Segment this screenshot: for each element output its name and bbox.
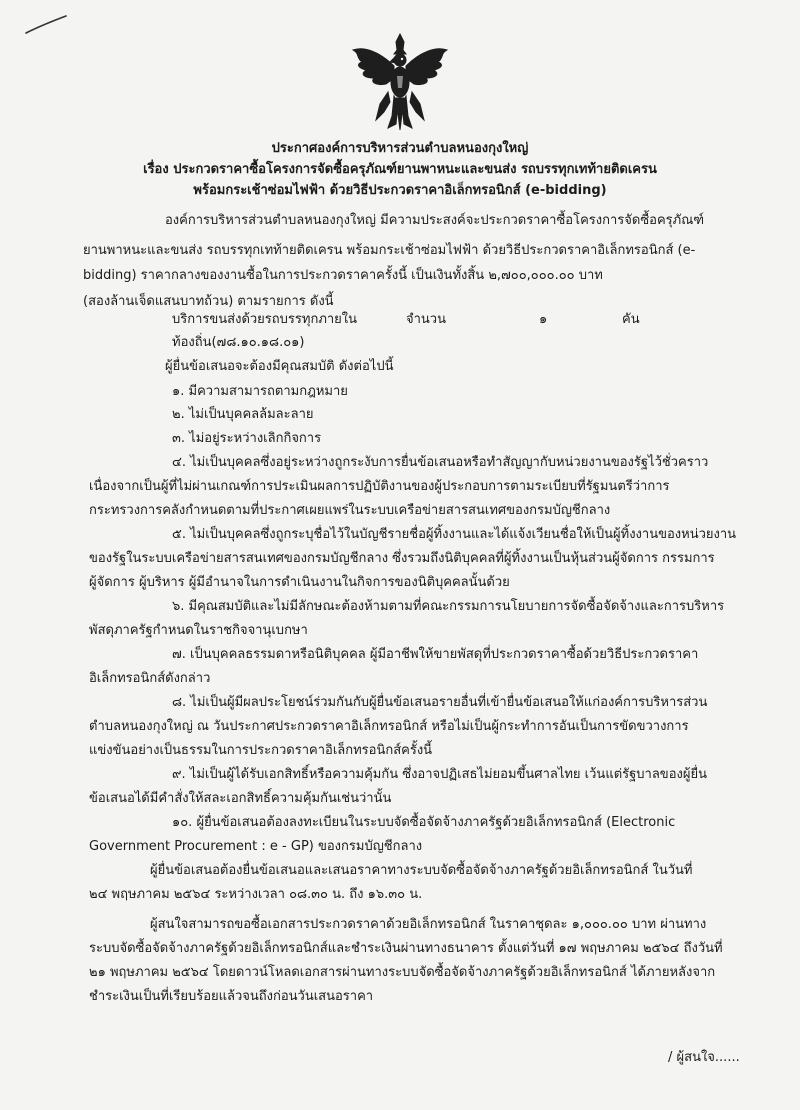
qualification-item: อิเล็กทรอนิกส์ดังกล่าว bbox=[89, 671, 211, 686]
subject-line-2: พร้อมกระเช้าซ่อมไฟฟ้า ด้วยวิธีประกวดราคาอิเล็กทรอนิกส์ (e-bidding) bbox=[193, 183, 607, 198]
qualification-item: ๓. ไม่อยู่ระหว่างเลิกกิจการ bbox=[172, 431, 322, 446]
qualification-item: ๑. มีความสามารถตามกฎหมาย bbox=[172, 384, 348, 399]
documents-line: ชำระเงินเป็นที่เรียบร้อยแล้วจนถึงก่อนวันเสนอราคา bbox=[89, 989, 374, 1004]
qualification-item: ๔. ไม่เป็นบุคคลซึ่งอยู่ระหว่างถูกระงับการยื่นข้อเสนอหรือทำสัญญากับหน่วยงานของรัฐไว้ชั่วคราว bbox=[172, 455, 709, 470]
qualification-item: ผู้จัดการ ผู้บริหาร ผู้มีอำนาจในการดำเนินงานในกิจการของนิติบุคคลนั้นด้วย bbox=[89, 575, 510, 590]
continuation-marker: / ผู้สนใจ...... bbox=[668, 1050, 740, 1065]
org-name: ประกาศองค์การบริหารส่วนตำบลหนองกุงใหญ่ bbox=[271, 141, 529, 156]
documents-line: ระบบจัดซื้อจัดจ้างภาครัฐด้วยอิเล็กทรอนิกส์และชำระเงินผ่านทางธนาคาร ตั้งแต่วันที่ ๑๗ พฤษภาคม ๒๕๖๔ ถึงวันที่ bbox=[89, 941, 723, 956]
item-unit: คัน bbox=[622, 312, 640, 327]
qualification-item: ๕. ไม่เป็นบุคคลซึ่งถูกระบุชื่อไว้ในบัญชีรายชื่อผู้ทิ้งงานและได้แจ้งเวียนชื่อให้เป็นผู้ทิ้งงานของหน่วยงาน bbox=[172, 527, 737, 542]
qualification-item: ข้อเสนอได้มีคำสั่งให้สละเอกสิทธิ์ความคุ้มกันเช่นว่านั้น bbox=[89, 791, 392, 806]
pen-stroke-mark bbox=[24, 14, 68, 36]
qualification-item: ๙. ไม่เป็นผู้ได้รับเอกสิทธิ์หรือความคุ้มกัน ซึ่งอาจปฏิเสธไม่ยอมขึ้นศาลไทย เว้นแต่รัฐบาลของผู้ยื่น bbox=[172, 767, 707, 782]
item-description-code: ท้องถิ่น(๗๘.๑๐.๑๘.๐๑) bbox=[172, 335, 305, 350]
qualification-item: ๒. ไม่เป็นบุคคลล้มละลาย bbox=[172, 407, 314, 422]
qualification-item: ๖. มีคุณสมบัติและไม่มีลักษณะต้องห้ามตามที่คณะกรรมการนโยบายการจัดซื้อจัดจ้างและการบริหาร bbox=[172, 599, 725, 614]
qualification-item: ๑๐. ผู้ยื่นข้อเสนอต้องลงทะเบียนในระบบจัดซื้อจัดจ้างภาครัฐด้วยอิเล็กทรอนิกส์ (Electronic bbox=[172, 815, 676, 830]
submission-line: ผู้ยื่นข้อเสนอต้องยื่นข้อเสนอและเสนอราคาทางระบบจัดซื้อจัดจ้างภาครัฐด้วยอิเล็กทรอนิกส์ ในวันที่ bbox=[150, 863, 693, 878]
qualifications-intro: ผู้ยื่นข้อเสนอจะต้องมีคุณสมบัติ ดังต่อไปนี้ bbox=[165, 359, 394, 374]
item-quantity: ๑ bbox=[539, 312, 548, 327]
intro-line: องค์การบริหารส่วนตำบลหนองกุงใหญ่ มีความประสงค์จะประกวดราคาซื้อโครงการจัดซื้อครุภัณฑ์ bbox=[165, 213, 705, 228]
qualification-item: แข่งขันอย่างเป็นธรรมในการประกวดราคาอิเล็กทรอนิกส์ครั้งนี้ bbox=[89, 743, 433, 758]
intro-line: ยานพาหนะและขนส่ง รถบรรทุกเทท้ายติดเครน พร้อมกระเช้าซ่อมไฟฟ้า ด้วยวิธีประกวดราคาอิเล็กทรอนิกส์ (e- bbox=[83, 243, 696, 258]
qualification-item: ของรัฐในระบบเครือข่ายสารสนเทศของกรมบัญชีกลาง ซึ่งรวมถึงนิติบุคคลที่ผู้ทิ้งงานเป็นหุ้นส่วนผู้จัดการ กรรมการ bbox=[89, 551, 715, 566]
qualification-item: ๘. ไม่เป็นผู้มีผลประโยชน์ร่วมกันกับผู้ยื่นข้อเสนอรายอื่นที่เข้ายื่นข้อเสนอให้แก่องค์การบริหารส่วน bbox=[172, 695, 708, 710]
garuda-emblem bbox=[350, 32, 450, 132]
item-description: บริการขนส่งด้วยรถบรรทุกภายใน bbox=[172, 312, 358, 327]
subject-line-1: เรื่อง ประกวดราคาซื้อโครงการจัดซื้อครุภัณฑ์ยานพาหนะและขนส่ง รถบรรทุกเทท้ายติดเครน bbox=[143, 162, 657, 177]
qualification-item: Government Procurement : e - GP) ของกรมบัญชีกลาง bbox=[89, 839, 423, 854]
documents-line: ผู้สนใจสามารถขอซื้อเอกสารประกวดราคาด้วยอิเล็กทรอนิกส์ ในราคาชุดละ ๑,๐๐๐.๐๐ บาท ผ่านทาง bbox=[150, 917, 707, 932]
submission-line: ๒๔ พฤษภาคม ๒๕๖๔ ระหว่างเวลา ๐๘.๓๐ น. ถึง ๑๖.๓๐ น. bbox=[89, 887, 423, 902]
announcement-heading bbox=[60, 138, 740, 201]
qualification-item: ๗. เป็นบุคคลธรรมดาหรือนิติบุคคล ผู้มีอาชีพให้ขายพัสดุที่ประกวดราคาซื้อด้วยวิธีประกวดราคา bbox=[172, 647, 699, 662]
intro-line: bidding) ราคากลางของงานซื้อในการประกวดราคาครั้งนี้ เป็นเงินทั้งสิ้น ๒,๗๐๐,๐๐๐.๐๐ บาท bbox=[83, 268, 603, 283]
qualification-item: เนื่องจากเป็นผู้ที่ไม่ผ่านเกณฑ์การประเมินผลการปฏิบัติงานของผู้ประกอบการตามระเบียบที่รัฐมนตรีว่าการ bbox=[89, 479, 670, 494]
qualification-item: กระทรวงการคลังกำหนดตามที่ประกาศเผยแพร่ในระบบเครือข่ายสารสนเทศของกรมบัญชีกลาง bbox=[89, 503, 611, 518]
intro-line: (สองล้านเจ็ดแสนบาทถ้วน) ตามรายการ ดังนี้ bbox=[83, 294, 334, 309]
item-quantity-label: จำนวน bbox=[406, 312, 446, 327]
documents-line: ๒๑ พฤษภาคม ๒๕๖๔ โดยดาวน์โหลดเอกสารผ่านทางระบบจัดซื้อจัดจ้างภาครัฐด้วยอิเล็กทรอนิกส์ ได้ภายหลังจาก bbox=[89, 965, 716, 980]
qualification-item: พัสดุภาครัฐกำหนดในราชกิจจานุเบกษา bbox=[89, 623, 308, 638]
qualification-item: ตำบลหนองกุงใหญ่ ณ วันประกาศประกวดราคาอิเล็กทรอนิกส์ หรือไม่เป็นผู้กระทำการอันเป็นการขัดขวางการ bbox=[89, 719, 689, 734]
